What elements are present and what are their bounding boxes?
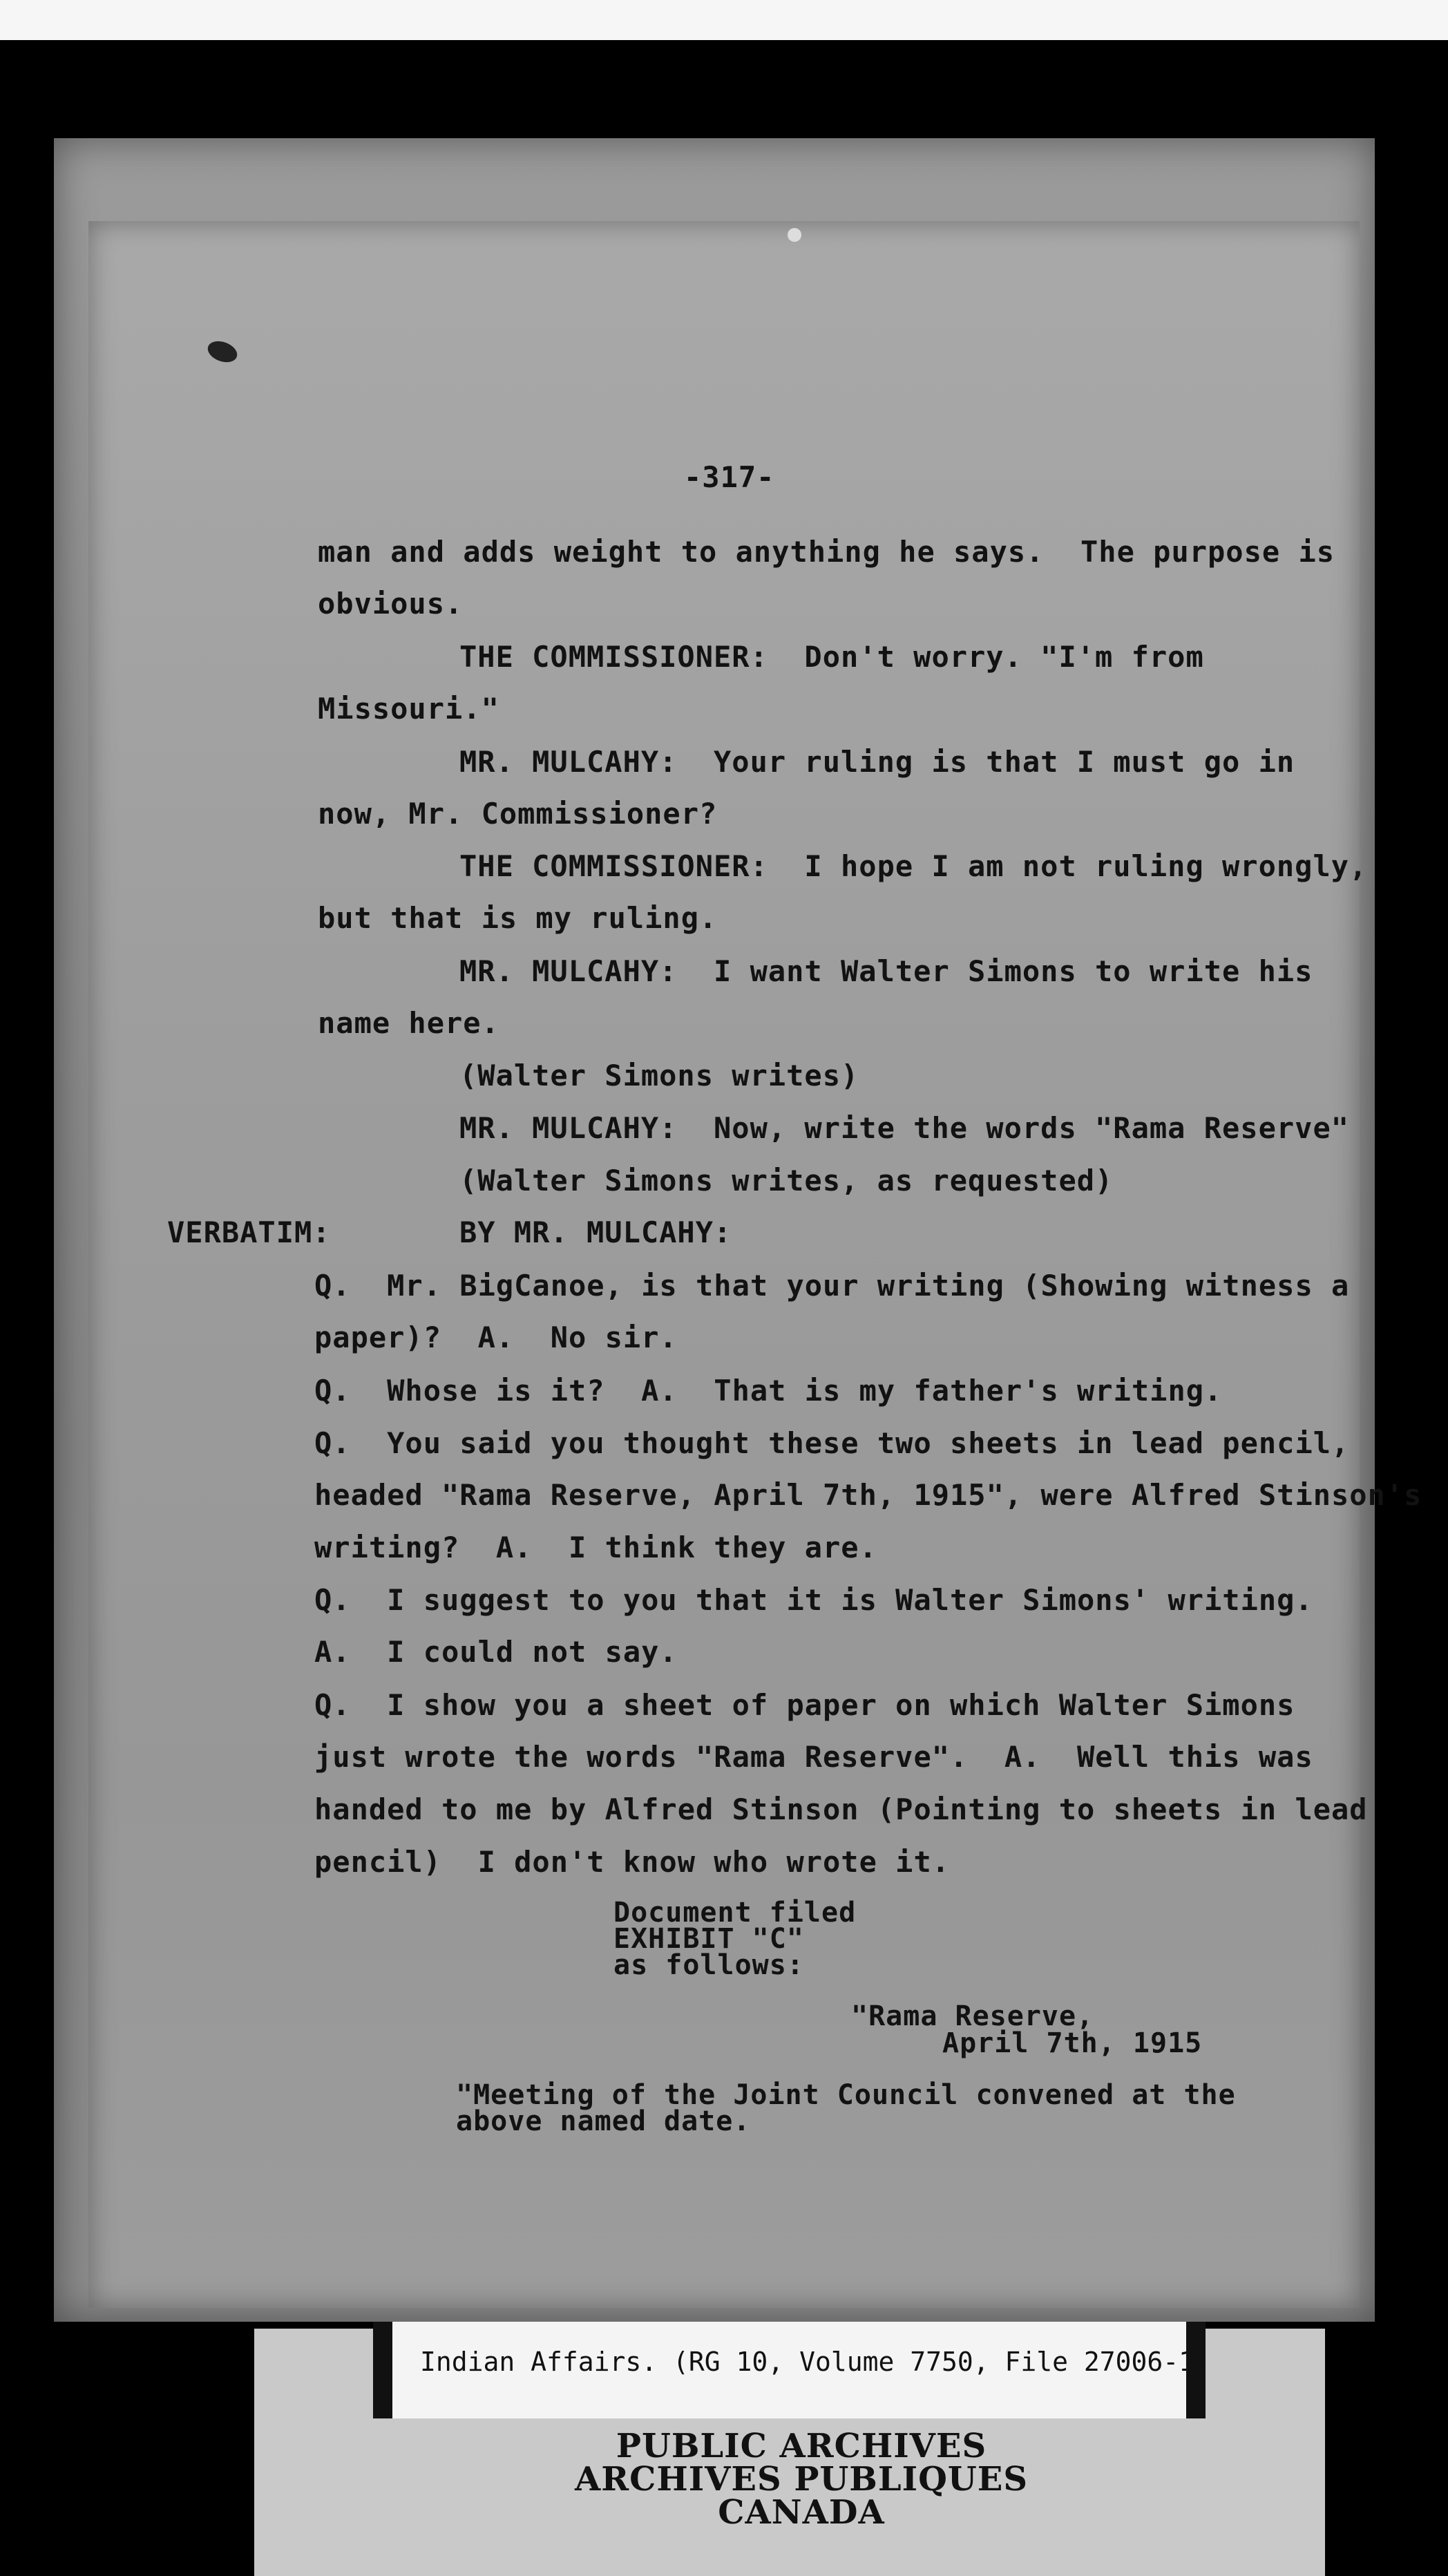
archive-stamp-line: PUBLIC ARCHIVES	[616, 2427, 987, 2465]
transcript-line: BY MR. MULCAHY:	[459, 1215, 732, 1249]
archive-stamp-line: CANADA	[718, 2493, 885, 2532]
archive-reference: Indian Affairs. (RG 10, Volume 7750, File 27006-1)	[420, 2347, 1210, 2377]
exhibit-line: EXHIBIT "C"	[613, 1923, 804, 1955]
transcript-line: MR. MULCAHY: Your ruling is that I must go in	[459, 745, 1295, 779]
transcript-line: (Walter Simons writes, as requested)	[459, 1164, 1114, 1197]
archive-stamp-line: ARCHIVES PUBLIQUES	[575, 2460, 1028, 2499]
transcript-line: obvious.	[318, 587, 464, 621]
transcript-line: (Walter Simons writes)	[459, 1059, 859, 1092]
exhibit-line: Document filed	[613, 1897, 857, 1929]
transcript-line: Q. You said you thought these two sheets in lead pencil,	[314, 1426, 1350, 1460]
archive-reference-box	[373, 2322, 1210, 2418]
exhibit-heading-line: "Rama Reserve,	[851, 2000, 1094, 2032]
transcript-line: writing? A. I think they are.	[314, 1531, 877, 1564]
transcript-line: but that is my ruling.	[318, 901, 718, 935]
transcript-line: paper)? A. No sir.	[314, 1320, 678, 1354]
transcript-line: man and adds weight to anything he says. The purpose is	[318, 535, 1335, 569]
transcript-line: headed "Rama Reserve, April 7th, 1915", were Alfred Stinson's	[314, 1478, 1422, 1512]
transcript-line: Q. I show you a sheet of paper on which Walter Simons	[314, 1688, 1295, 1722]
transcript-line: just wrote the words "Rama Reserve". A. Well this was	[314, 1740, 1313, 1774]
exhibit-body-line: above named date.	[456, 2105, 751, 2137]
transcript-line: Q. Mr. BigCanoe, is that your writing (Showing witness a	[314, 1269, 1350, 1303]
transcript-line: name here.	[318, 1006, 499, 1040]
transcript-line: pencil) I don't know who wrote it.	[314, 1845, 951, 1879]
margin-note: VERBATIM:	[167, 1215, 331, 1249]
exhibit-body-line: "Meeting of the Joint Council convened at the	[456, 2079, 1236, 2111]
transcript-line: Missouri."	[318, 692, 499, 726]
transcript-line: now, Mr. Commissioner?	[318, 797, 718, 831]
transcript-line: MR. MULCAHY: Now, write the words "Rama Reserve"	[459, 1111, 1350, 1145]
transcript-line: A. I could not say.	[314, 1635, 678, 1669]
transcript-line: MR. MULCAHY: I want Walter Simons to write his	[459, 954, 1313, 988]
exhibit-line: as follows:	[613, 1949, 804, 1981]
exhibit-heading-line: April 7th, 1915	[942, 2027, 1203, 2059]
punch-hole	[788, 228, 801, 242]
transcript-line: handed to me by Alfred Stinson (Pointing to sheets in lead	[314, 1792, 1368, 1826]
transcript-line: Q. Whose is it? A. That is my father's writing.	[314, 1374, 1223, 1408]
page-number: -317-	[684, 460, 775, 494]
transcript-line: Q. I suggest to you that it is Walter Simons' writing.	[314, 1583, 1313, 1617]
transcript-line: THE COMMISSIONER: I hope I am not ruling wrongly,	[459, 849, 1368, 883]
top-border	[0, 0, 1448, 40]
transcript-line: THE COMMISSIONER: Don't worry. "I'm from	[459, 640, 1204, 674]
paper-sheet	[88, 221, 1360, 2308]
